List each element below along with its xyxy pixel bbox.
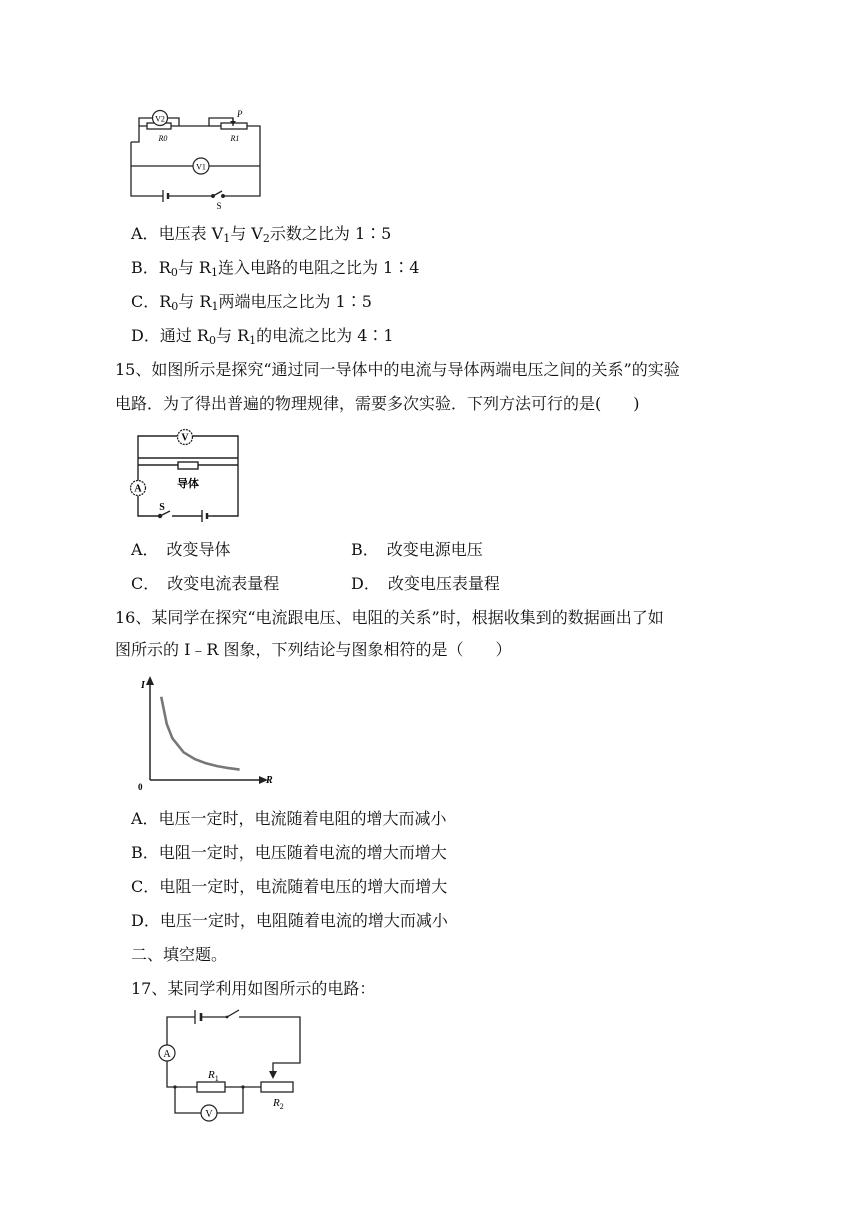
q15-circuit-diagram: [128, 428, 243, 522]
section-heading-fill-in: 二、填空题。: [131, 945, 228, 964]
q15-option-d: D． 改变电压表量程: [351, 574, 500, 593]
q16-option-c: C．电阻一定时，电流随着电压的增大而增大: [131, 877, 448, 896]
q16-option-b: B．电阻一定时，电压随着电流的增大而增大: [131, 843, 447, 862]
q15-conductor-label: 导体: [177, 478, 199, 490]
q15-v-label: V: [181, 432, 189, 444]
q17-v-label: V: [205, 1109, 213, 1120]
q17-a-label: A: [163, 1049, 171, 1060]
q14-circuit-diagram: [125, 108, 270, 210]
q17-ammeter: [159, 1045, 175, 1061]
v1-label: V1: [196, 162, 206, 172]
q16-option-a: A．电压一定时，电流随着电阻的增大而减小: [131, 809, 447, 828]
q15-option-a: A． 改变导体: [131, 540, 231, 559]
q17-r1-label: $R_1$: [208, 1069, 219, 1083]
q14-option-b: B．$R_0$与 $R_1$连入电路的电阻之比为 1∶4: [131, 258, 420, 279]
origin-label: 0: [138, 782, 143, 792]
q17-stem: 17、某同学利用如图所示的电路：: [131, 979, 376, 998]
q14-option-d: D．通过 $R_0$与 $R_1$的电流之比为 4∶1: [131, 326, 394, 347]
q16-ir-graph: [130, 672, 280, 794]
q15-a-label: A: [134, 483, 142, 495]
q17-r2-label: $R_2$: [273, 1097, 284, 1111]
q15-option-b: B． 改变电源电压: [351, 540, 483, 559]
q14-option-c: C．$R_0$与 $R_1$两端电压之比为 1∶5: [131, 292, 372, 313]
q16-stem-line1: 16、某同学在探究“电流跟电压、电阻的关系”时，根据收集到的数据画出了如: [115, 608, 664, 627]
r0-label: R0: [158, 134, 168, 143]
q17-circuit-diagram: [155, 1005, 305, 1125]
q15-voltmeter: [178, 430, 193, 445]
p-label: P: [237, 109, 243, 119]
q16-stem-line2: 图所示的 I﹣R 图象，下列结论与图象相符的是（ ）: [115, 640, 512, 659]
q14-option-a: A．电压表 $V_1$与 $V_2$示数之比为 1∶5: [131, 224, 392, 245]
ir-curve-series: [161, 697, 239, 770]
q15-ammeter: [131, 481, 146, 496]
y-axis-arrow: [146, 676, 154, 685]
q15-stem-line1: 15、如图所示是探究“通过同一导体中的电流与导体两端电压之间的关系”的实验: [115, 360, 680, 379]
y-axis-label: I: [141, 680, 145, 691]
v2-label: V2: [155, 114, 165, 124]
q15-stem-line2: 电路．为了得出普遍的物理规律，需要多次实验．下列方法可行的是( ): [115, 394, 640, 413]
v2-meter: [153, 111, 168, 126]
x-axis-label: R: [266, 775, 273, 786]
q15-s-label: S: [159, 502, 165, 513]
q15-option-c: C． 改变电流表量程: [131, 574, 280, 593]
v1-meter: [193, 158, 209, 174]
q16-option-d: D．电压一定时，电阻随着电流的增大而减小: [131, 911, 448, 930]
s-label: S: [216, 201, 222, 211]
q17-voltmeter: [201, 1105, 217, 1121]
r1-label: R1: [230, 134, 240, 143]
